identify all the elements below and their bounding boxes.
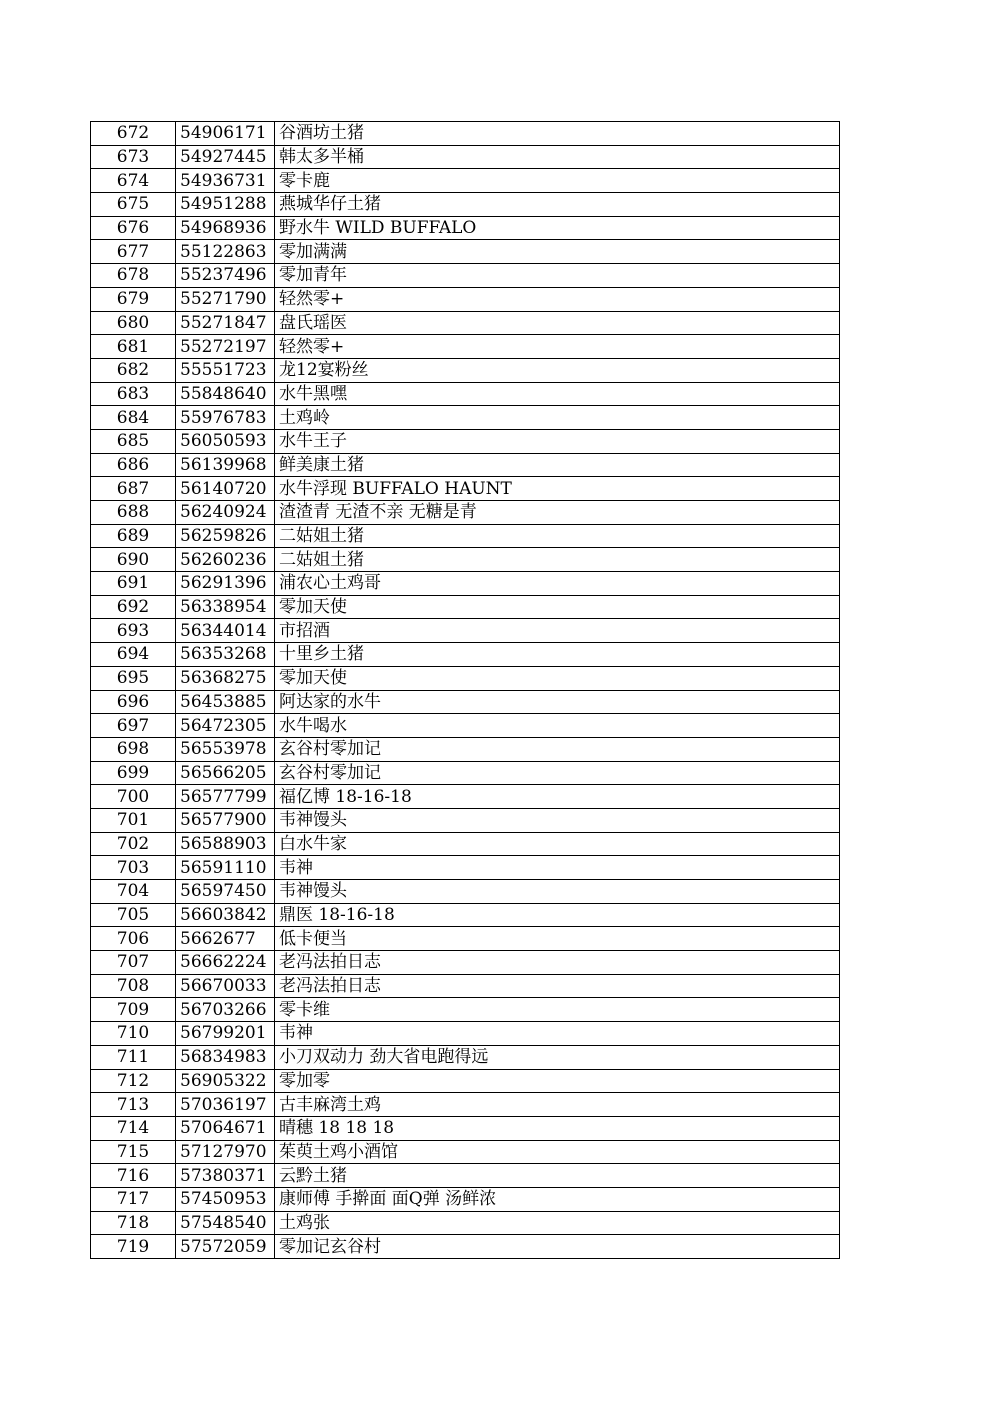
row-seq-cell: 698 — [91, 737, 176, 761]
row-seq-cell: 693 — [91, 619, 176, 643]
row-number-cell: 54936731 — [176, 169, 275, 193]
row-seq-cell: 683 — [91, 382, 176, 406]
row-seq-cell: 686 — [91, 453, 176, 477]
row-number-cell: 56834983 — [176, 1045, 275, 1069]
table-row — [91, 429, 840, 453]
row-number-cell: 56139968 — [176, 453, 275, 477]
table-row — [91, 1211, 840, 1235]
row-name-cell: 轻然零+ — [275, 287, 840, 311]
row-seq-cell: 702 — [91, 832, 176, 856]
row-name-cell: 水牛王子 — [275, 429, 840, 453]
row-name-cell: 轻然零+ — [275, 335, 840, 359]
row-name-cell: 鼎医 18-16-18 — [275, 903, 840, 927]
row-name-cell: 福亿博 18-16-18 — [275, 785, 840, 809]
table-row — [91, 169, 840, 193]
table-row — [91, 406, 840, 430]
row-seq-cell: 704 — [91, 880, 176, 904]
row-number-cell: 57548540 — [176, 1211, 275, 1235]
row-seq-cell: 674 — [91, 169, 176, 193]
table-row — [91, 453, 840, 477]
row-name-cell: 韦神馒头 — [275, 808, 840, 832]
row-number-cell: 55976783 — [176, 406, 275, 430]
table-row — [91, 714, 840, 738]
row-number-cell: 54968936 — [176, 216, 275, 240]
table-row — [91, 382, 840, 406]
table-row — [91, 761, 840, 785]
row-name-cell: 古丰麻湾土鸡 — [275, 1093, 840, 1117]
row-seq-cell: 672 — [91, 122, 176, 146]
row-seq-cell: 684 — [91, 406, 176, 430]
row-number-cell: 57064671 — [176, 1116, 275, 1140]
row-number-cell: 56588903 — [176, 832, 275, 856]
row-name-cell: 阿达家的水牛 — [275, 690, 840, 714]
table-row — [91, 903, 840, 927]
table-row — [91, 808, 840, 832]
row-seq-cell: 685 — [91, 429, 176, 453]
row-seq-cell: 677 — [91, 240, 176, 264]
table-row — [91, 927, 840, 951]
row-number-cell: 55271790 — [176, 287, 275, 311]
row-name-cell: 低卡便当 — [275, 927, 840, 951]
row-seq-cell: 713 — [91, 1093, 176, 1117]
row-seq-cell: 679 — [91, 287, 176, 311]
table-row — [91, 1140, 840, 1164]
row-name-cell: 土鸡岭 — [275, 406, 840, 430]
row-number-cell: 56140720 — [176, 477, 275, 501]
table-row — [91, 548, 840, 572]
row-number-cell: 56670033 — [176, 974, 275, 998]
row-number-cell: 56799201 — [176, 1022, 275, 1046]
table-row — [91, 595, 840, 619]
row-name-cell: 谷酒坊土猪 — [275, 122, 840, 146]
row-seq-cell: 675 — [91, 193, 176, 217]
row-number-cell: 57380371 — [176, 1164, 275, 1188]
row-name-cell: 龙12宴粉丝 — [275, 358, 840, 382]
row-seq-cell: 703 — [91, 856, 176, 880]
row-name-cell: 韦神 — [275, 856, 840, 880]
trademark-table — [90, 121, 840, 1259]
row-seq-cell: 676 — [91, 216, 176, 240]
row-number-cell: 5662677 — [176, 927, 275, 951]
row-name-cell: 二姑姐土猪 — [275, 524, 840, 548]
table-row — [91, 1235, 840, 1259]
row-seq-cell: 697 — [91, 714, 176, 738]
row-name-cell: 零卡鹿 — [275, 169, 840, 193]
row-number-cell: 55271847 — [176, 311, 275, 335]
row-seq-cell: 689 — [91, 524, 176, 548]
row-name-cell: 市招酒 — [275, 619, 840, 643]
table-row — [91, 358, 840, 382]
table-row — [91, 145, 840, 169]
row-name-cell: 零加记玄谷村 — [275, 1235, 840, 1259]
row-name-cell: 水牛浮现 BUFFALO HAUNT — [275, 477, 840, 501]
row-seq-cell: 706 — [91, 927, 176, 951]
row-name-cell: 零加天使 — [275, 595, 840, 619]
row-name-cell: 零卡维 — [275, 998, 840, 1022]
row-seq-cell: 692 — [91, 595, 176, 619]
table-row — [91, 1069, 840, 1093]
table-row — [91, 951, 840, 975]
row-number-cell: 56603842 — [176, 903, 275, 927]
table-row — [91, 477, 840, 501]
table-row — [91, 193, 840, 217]
row-name-cell: 零加零 — [275, 1069, 840, 1093]
row-name-cell: 二姑姐土猪 — [275, 548, 840, 572]
table-row — [91, 287, 840, 311]
row-seq-cell: 718 — [91, 1211, 176, 1235]
row-number-cell: 56703266 — [176, 998, 275, 1022]
row-seq-cell: 690 — [91, 548, 176, 572]
row-name-cell: 盘氏瑶医 — [275, 311, 840, 335]
row-seq-cell: 691 — [91, 572, 176, 596]
table-row — [91, 1022, 840, 1046]
table-row — [91, 1164, 840, 1188]
row-number-cell: 54951288 — [176, 193, 275, 217]
table-row — [91, 501, 840, 525]
row-seq-cell: 707 — [91, 951, 176, 975]
row-seq-cell: 712 — [91, 1069, 176, 1093]
table-row — [91, 666, 840, 690]
row-number-cell: 56591110 — [176, 856, 275, 880]
row-seq-cell: 708 — [91, 974, 176, 998]
row-seq-cell: 681 — [91, 335, 176, 359]
row-number-cell: 54906171 — [176, 122, 275, 146]
row-seq-cell: 696 — [91, 690, 176, 714]
row-number-cell: 55551723 — [176, 358, 275, 382]
row-seq-cell: 714 — [91, 1116, 176, 1140]
row-number-cell: 56553978 — [176, 737, 275, 761]
row-name-cell: 鲜美康土猪 — [275, 453, 840, 477]
row-number-cell: 56260236 — [176, 548, 275, 572]
table-row — [91, 311, 840, 335]
row-name-cell: 康师傅 手擀面 面Q弹 汤鲜浓 — [275, 1187, 840, 1211]
row-name-cell: 水牛黑嘿 — [275, 382, 840, 406]
row-number-cell: 56353268 — [176, 643, 275, 667]
table-row — [91, 856, 840, 880]
table-row — [91, 122, 840, 146]
table-row — [91, 880, 840, 904]
row-number-cell: 56597450 — [176, 880, 275, 904]
row-number-cell: 57450953 — [176, 1187, 275, 1211]
row-seq-cell: 688 — [91, 501, 176, 525]
row-number-cell: 56259826 — [176, 524, 275, 548]
row-number-cell: 56662224 — [176, 951, 275, 975]
row-number-cell: 56577799 — [176, 785, 275, 809]
row-seq-cell: 705 — [91, 903, 176, 927]
table-row — [91, 1187, 840, 1211]
row-seq-cell: 709 — [91, 998, 176, 1022]
row-name-cell: 云黔土猪 — [275, 1164, 840, 1188]
row-name-cell: 韩太多半桶 — [275, 145, 840, 169]
row-name-cell: 燕城华仔土猪 — [275, 193, 840, 217]
table-row — [91, 572, 840, 596]
row-seq-cell: 687 — [91, 477, 176, 501]
row-name-cell: 茱萸土鸡小酒馆 — [275, 1140, 840, 1164]
row-number-cell: 56453885 — [176, 690, 275, 714]
row-number-cell: 55848640 — [176, 382, 275, 406]
row-name-cell: 土鸡张 — [275, 1211, 840, 1235]
row-number-cell: 55122863 — [176, 240, 275, 264]
row-seq-cell: 701 — [91, 808, 176, 832]
row-number-cell: 57036197 — [176, 1093, 275, 1117]
table-row — [91, 619, 840, 643]
table-row — [91, 335, 840, 359]
row-seq-cell: 710 — [91, 1022, 176, 1046]
row-seq-cell: 700 — [91, 785, 176, 809]
row-name-cell: 老冯法拍日志 — [275, 974, 840, 998]
row-name-cell: 小刀双动力 劲大省电跑得远 — [275, 1045, 840, 1069]
table-row — [91, 785, 840, 809]
table-row — [91, 1045, 840, 1069]
row-seq-cell: 715 — [91, 1140, 176, 1164]
row-name-cell: 零加青年 — [275, 264, 840, 288]
table-row — [91, 216, 840, 240]
row-seq-cell: 695 — [91, 666, 176, 690]
table-body — [91, 122, 840, 1259]
row-number-cell: 57572059 — [176, 1235, 275, 1259]
row-number-cell: 56291396 — [176, 572, 275, 596]
table-row — [91, 690, 840, 714]
row-seq-cell: 680 — [91, 311, 176, 335]
row-name-cell: 渣渣青 无渣不亲 无糖是青 — [275, 501, 840, 525]
row-name-cell: 韦神馒头 — [275, 880, 840, 904]
row-name-cell: 零加满满 — [275, 240, 840, 264]
table-row — [91, 264, 840, 288]
table-row — [91, 1093, 840, 1117]
table-row — [91, 998, 840, 1022]
row-seq-cell: 682 — [91, 358, 176, 382]
row-number-cell: 55237496 — [176, 264, 275, 288]
row-name-cell: 老冯法拍日志 — [275, 951, 840, 975]
row-seq-cell: 694 — [91, 643, 176, 667]
table-row — [91, 974, 840, 998]
row-seq-cell: 717 — [91, 1187, 176, 1211]
row-number-cell: 57127970 — [176, 1140, 275, 1164]
row-seq-cell: 699 — [91, 761, 176, 785]
row-name-cell: 玄谷村零加记 — [275, 761, 840, 785]
row-number-cell: 55272197 — [176, 335, 275, 359]
row-seq-cell: 678 — [91, 264, 176, 288]
row-name-cell: 玄谷村零加记 — [275, 737, 840, 761]
row-name-cell: 浦农心土鸡哥 — [275, 572, 840, 596]
table-row — [91, 1116, 840, 1140]
row-name-cell: 白水牛家 — [275, 832, 840, 856]
table-row — [91, 643, 840, 667]
row-number-cell: 56905322 — [176, 1069, 275, 1093]
row-seq-cell: 673 — [91, 145, 176, 169]
row-number-cell: 56240924 — [176, 501, 275, 525]
row-name-cell: 十里乡土猪 — [275, 643, 840, 667]
row-name-cell: 韦神 — [275, 1022, 840, 1046]
row-number-cell: 56566205 — [176, 761, 275, 785]
row-number-cell: 56368275 — [176, 666, 275, 690]
row-name-cell: 野水牛 WILD BUFFALO — [275, 216, 840, 240]
row-number-cell: 56050593 — [176, 429, 275, 453]
table-row — [91, 240, 840, 264]
table-row — [91, 524, 840, 548]
row-name-cell: 水牛喝水 — [275, 714, 840, 738]
row-seq-cell: 711 — [91, 1045, 176, 1069]
row-name-cell: 晴穗 18 18 18 — [275, 1116, 840, 1140]
row-number-cell: 54927445 — [176, 145, 275, 169]
table-row — [91, 737, 840, 761]
row-seq-cell: 719 — [91, 1235, 176, 1259]
row-name-cell: 零加天使 — [275, 666, 840, 690]
row-seq-cell: 716 — [91, 1164, 176, 1188]
row-number-cell: 56344014 — [176, 619, 275, 643]
table-row — [91, 832, 840, 856]
row-number-cell: 56577900 — [176, 808, 275, 832]
row-number-cell: 56472305 — [176, 714, 275, 738]
row-number-cell: 56338954 — [176, 595, 275, 619]
